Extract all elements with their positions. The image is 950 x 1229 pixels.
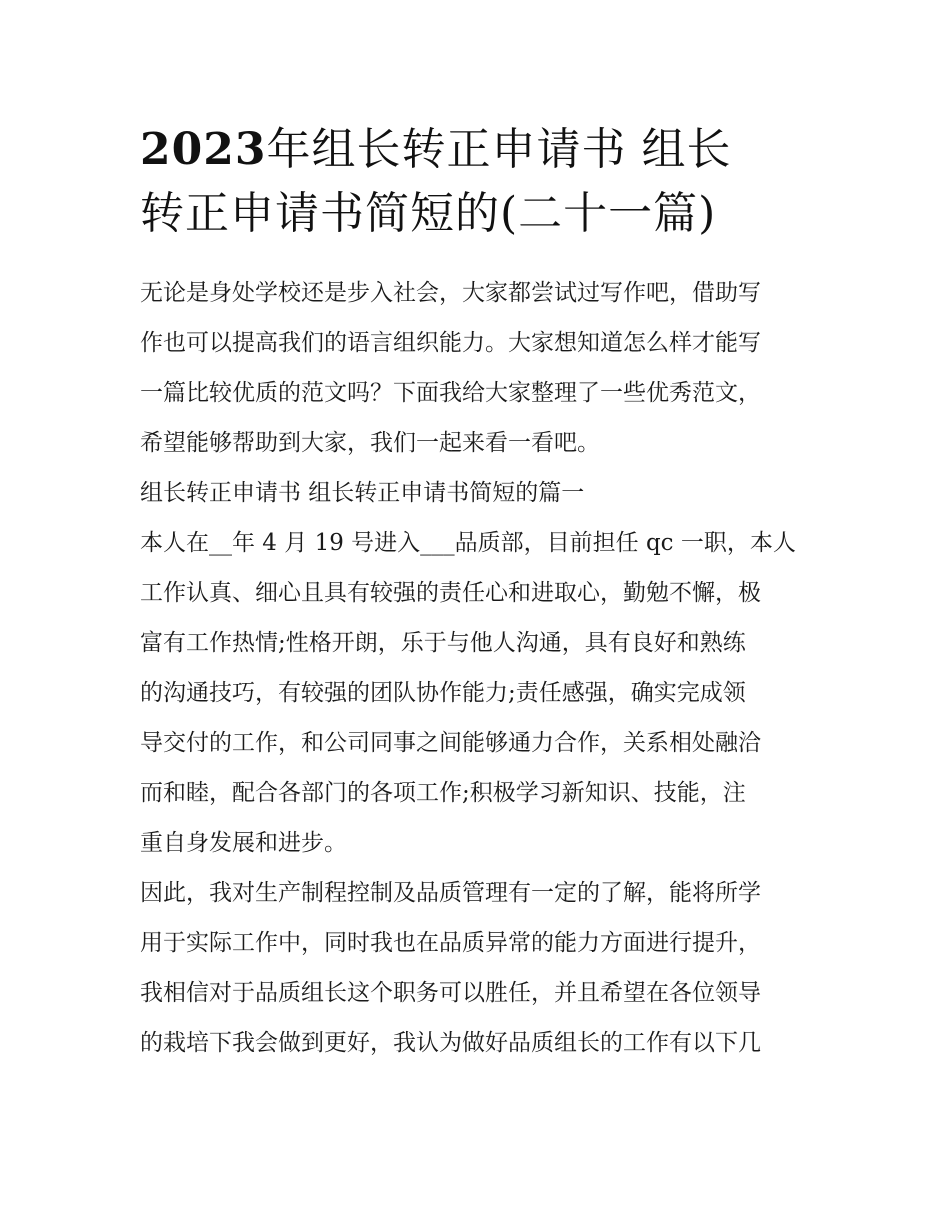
text-line: 的栽培下我会做到更好，我认为做好品质组长的工作有以下几	[140, 1030, 761, 1056]
text-line: 富有工作热情;性格开朗，乐于与他人沟通，具有良好和熟练	[140, 630, 746, 656]
text-line: 一篇比较优质的范文吗？下面我给大家整理了一些优秀范文，	[140, 380, 761, 406]
title-text: 转正申请书简短的(二十一篇)	[140, 188, 717, 239]
text-line: 的沟通技巧，有较强的团队协作能力;责任感强，确实完成领	[140, 680, 746, 706]
text-line: 而和睦，配合各部门的各项工作;积极学习新知识、技能，注	[140, 780, 746, 806]
text-line: 我相信对于品质组长这个职务可以胜任，并且希望在各位领导	[140, 980, 761, 1006]
intro-paragraph	[140, 268, 815, 468]
text-line: 希望能够帮助到大家，我们一起来看一看吧。	[140, 430, 600, 456]
text-line: 本人在__年 4 月 19 号进入___品质部，目前担任 qc 一职，本人	[140, 530, 796, 556]
title-text: 年组长转正申请书 组长	[266, 124, 732, 175]
document-title	[140, 118, 815, 246]
body-paragraph-1	[140, 518, 815, 868]
title-line-1	[140, 118, 815, 182]
title-year: 2023	[140, 124, 267, 175]
text-line: 工作认真、细心且具有较强的责任心和进取心，勤勉不懈，极	[140, 580, 761, 606]
text-line: 用于实际工作中，同时我也在品质异常的能力方面进行提升，	[140, 930, 761, 956]
text-line: 作也可以提高我们的语言组织能力。大家想知道怎么样才能写	[140, 330, 761, 356]
text-line: 因此，我对生产制程控制及品质管理有一定的了解，能将所学	[140, 880, 761, 906]
text-line: 重自身发展和进步。	[140, 830, 347, 856]
body-paragraph-2	[140, 868, 815, 1068]
section-heading: 组长转正申请书 组长转正申请书简短的篇一	[140, 480, 585, 506]
text-line: 导交付的工作，和公司同事之间能够通力合作，关系相处融洽	[140, 730, 761, 756]
text-line: 无论是身处学校还是步入社会，大家都尝试过写作吧，借助写	[140, 280, 761, 306]
document-page	[140, 118, 815, 1068]
title-line-2	[140, 182, 815, 246]
